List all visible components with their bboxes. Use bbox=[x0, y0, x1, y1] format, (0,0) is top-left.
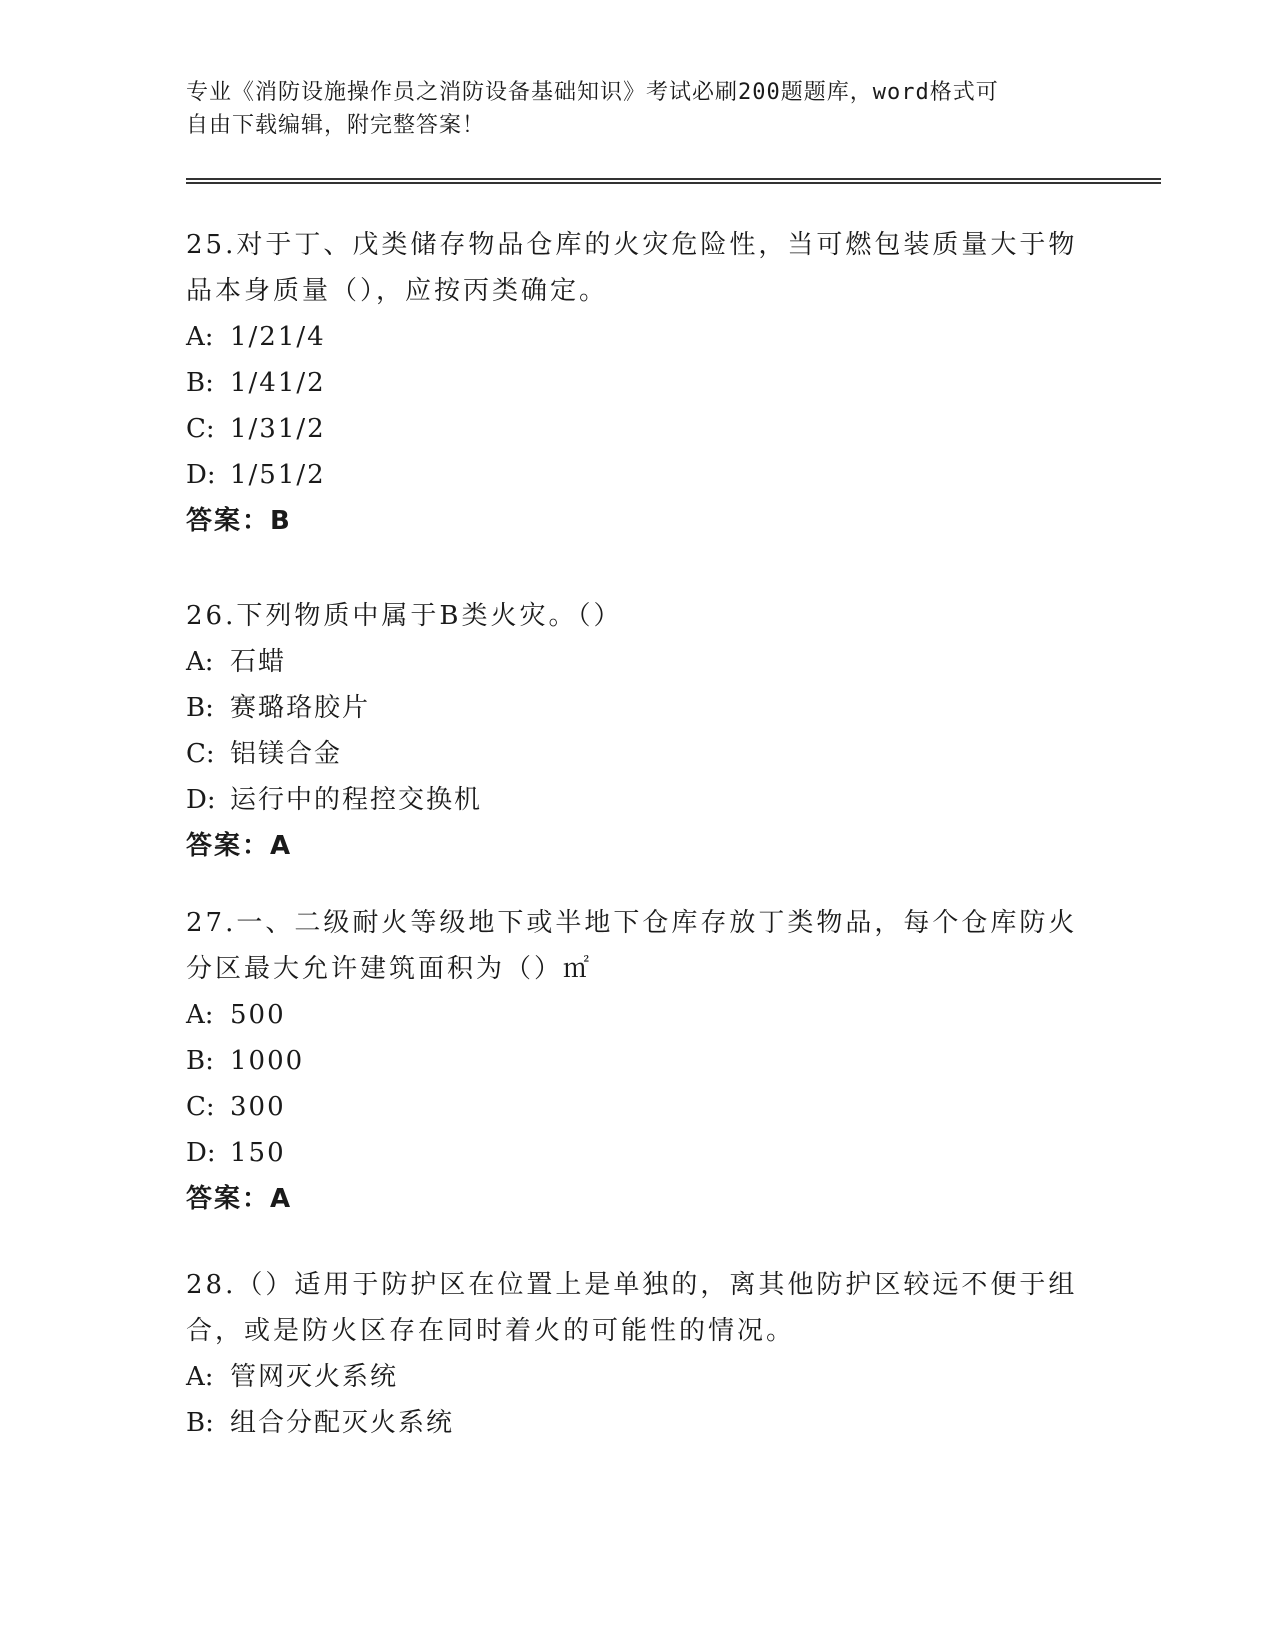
question-text: 下列物质中属于B类火灾。（） bbox=[236, 601, 623, 631]
option-b bbox=[186, 1400, 1086, 1446]
question-26 bbox=[186, 593, 1086, 869]
option-key: C: bbox=[186, 1092, 215, 1122]
option-text: 组合分配灭火系统 bbox=[230, 1408, 455, 1438]
question-number: 26. bbox=[186, 601, 237, 631]
option-text: 1/21/4 bbox=[230, 322, 326, 352]
option-b bbox=[186, 685, 1086, 731]
option-d bbox=[186, 1130, 1086, 1176]
option-b bbox=[186, 1038, 1086, 1084]
option-key: D: bbox=[186, 460, 216, 490]
question-text: 一、二级耐火等级地下或半地下仓库存放丁类物品，每个仓库防火分区最大允许建筑面积为（）㎡ bbox=[186, 908, 1078, 984]
option-key: B: bbox=[186, 1046, 214, 1076]
option-text: 石蜡 bbox=[230, 647, 287, 677]
option-a bbox=[186, 992, 1086, 1038]
option-key: B: bbox=[186, 368, 214, 398]
header-divider bbox=[186, 178, 1161, 184]
option-key: A: bbox=[186, 322, 214, 352]
option-d bbox=[186, 777, 1086, 823]
question-text: （）适用于防护区在位置上是单独的，离其他防护区较远不便于组合，或是防火区存在同时着火的可能性的情况。 bbox=[186, 1270, 1078, 1346]
option-a bbox=[186, 1354, 1086, 1400]
question-25 bbox=[186, 222, 1086, 544]
question-28 bbox=[186, 1262, 1086, 1446]
option-key: A: bbox=[186, 1362, 214, 1392]
option-key: D: bbox=[186, 1138, 216, 1168]
option-text: 管网灭火系统 bbox=[230, 1362, 399, 1392]
question-text: 对于丁、戊类储存物品仓库的火灾危险性，当可燃包装质量大于物品本身质量（），应按丙类确定。 bbox=[186, 230, 1078, 306]
document-header bbox=[186, 76, 1086, 142]
option-text: 500 bbox=[230, 1000, 286, 1030]
option-key: C: bbox=[186, 414, 215, 444]
option-key: B: bbox=[186, 693, 214, 723]
question-stem bbox=[186, 1262, 1086, 1354]
question-number: 25. bbox=[186, 230, 237, 260]
option-a bbox=[186, 314, 1086, 360]
option-b bbox=[186, 360, 1086, 406]
option-text: 150 bbox=[230, 1138, 286, 1168]
option-key: C: bbox=[186, 739, 215, 769]
option-text: 300 bbox=[230, 1092, 286, 1122]
header-line-1: 专业《消防设施操作员之消防设备基础知识》考试必刷200题题库，word格式可 bbox=[186, 80, 999, 105]
option-c bbox=[186, 406, 1086, 452]
option-text: 铝镁合金 bbox=[230, 739, 343, 769]
answer: 答案：B bbox=[186, 506, 292, 536]
option-c bbox=[186, 731, 1086, 777]
option-key: A: bbox=[186, 647, 214, 677]
question-number: 27. bbox=[186, 908, 237, 938]
question-number: 28. bbox=[186, 1270, 237, 1300]
option-d bbox=[186, 452, 1086, 498]
option-c bbox=[186, 1084, 1086, 1130]
header-line-2: 自由下载编辑，附完整答案！ bbox=[186, 113, 486, 138]
option-text: 1/41/2 bbox=[230, 368, 326, 398]
answer: 答案：A bbox=[186, 1184, 293, 1214]
option-text: 1/51/2 bbox=[230, 460, 326, 490]
answer: 答案：A bbox=[186, 831, 293, 861]
option-text: 运行中的程控交换机 bbox=[230, 785, 483, 815]
option-text: 1000 bbox=[230, 1046, 305, 1076]
option-key: A: bbox=[186, 1000, 214, 1030]
option-key: B: bbox=[186, 1408, 214, 1438]
question-27 bbox=[186, 900, 1086, 1222]
question-stem bbox=[186, 222, 1086, 314]
question-stem bbox=[186, 900, 1086, 992]
question-stem bbox=[186, 593, 1086, 639]
option-a bbox=[186, 639, 1086, 685]
option-text: 赛璐珞胶片 bbox=[230, 693, 371, 723]
option-text: 1/31/2 bbox=[230, 414, 326, 444]
option-key: D: bbox=[186, 785, 216, 815]
